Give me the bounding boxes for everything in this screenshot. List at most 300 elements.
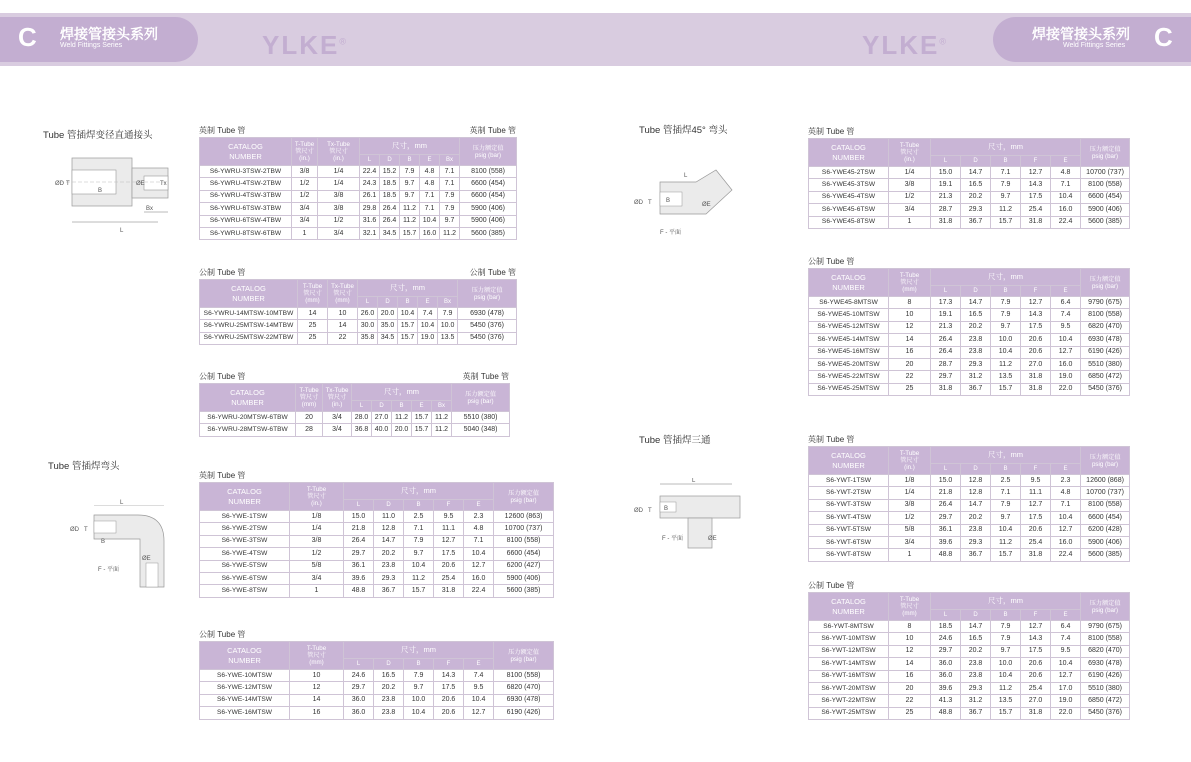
b-label: B	[101, 539, 106, 545]
table-cell: 16.5	[374, 670, 404, 682]
table-row	[200, 511, 554, 523]
table-row	[809, 179, 1130, 191]
flat-label: F - 平面	[98, 567, 119, 573]
table-cell: 26.4	[380, 203, 400, 215]
table-cell: 36.8	[352, 424, 372, 436]
table-cell: 16.0	[1051, 204, 1081, 216]
table-cell: 13.5	[991, 695, 1021, 707]
table-cell: 7.1	[420, 190, 440, 202]
table-cell: 1/2	[292, 190, 318, 202]
table-cell: 31.8	[1021, 216, 1051, 228]
table-cell: 27.0	[372, 412, 392, 424]
table-cell: 9.7	[991, 321, 1021, 333]
table-row	[809, 191, 1130, 203]
table-cell: 9.7	[404, 548, 434, 560]
table-cell: 8100 (558)	[494, 535, 554, 547]
table-cell: 10.4	[404, 707, 434, 719]
column-header: Tx-Tube 管尺寸 (in.)	[318, 138, 360, 166]
table-cell: 12.7	[1021, 621, 1051, 633]
column-header: 压力额定值 psig (bar)	[1081, 139, 1130, 167]
dimension-header: L	[931, 610, 961, 621]
table-cell: 6600 (454)	[1081, 512, 1130, 524]
table-cell: 6850 (472)	[1081, 695, 1130, 707]
dimension-header: D	[380, 155, 400, 166]
table-cell: S6-YWRU-3TSW-2TBW	[200, 166, 292, 178]
table-cell: S6-YWT-14MTSW	[809, 658, 889, 670]
spec-table-t6	[808, 138, 1130, 229]
table-cell: S6-YWE-10MTSW	[200, 670, 290, 682]
dimension-header: E	[464, 659, 494, 670]
column-header: T-Tube 管尺寸 (in.)	[889, 447, 931, 475]
od-label: ØD	[55, 181, 64, 187]
column-header: T-Tube 管尺寸 (in.)	[889, 139, 931, 167]
column-header: T-Tube 管尺寸 (mm)	[298, 280, 328, 308]
table-cell: 26.1	[360, 190, 380, 202]
table-cell: 3/8	[318, 203, 360, 215]
table-cell: 15.7	[991, 549, 1021, 561]
table-cell: 17.5	[1021, 512, 1051, 524]
table-cell: 36.0	[344, 707, 374, 719]
dimension-header: F	[434, 500, 464, 511]
elbow45-diagram	[632, 168, 742, 243]
table-cell: 5600 (385)	[1081, 549, 1130, 561]
table-cell: 31.8	[434, 585, 464, 597]
series-title-right: 焊接管接头系列	[1032, 26, 1130, 42]
table-cell: 35.0	[378, 320, 398, 332]
elbow-diagram	[68, 505, 178, 590]
table-cell: 25	[298, 320, 328, 332]
table-cell: 20.2	[374, 548, 404, 560]
table-cell: 6600 (454)	[460, 178, 517, 190]
table-cell: 7.9	[991, 499, 1021, 511]
table-cell: 5510 (380)	[452, 412, 510, 424]
table-cell: 11.2	[991, 682, 1021, 694]
table-cell: 7.9	[440, 203, 460, 215]
table-cell: 40.0	[372, 424, 392, 436]
series-title-left: 焊接管接头系列	[60, 26, 158, 42]
table-cell: S6-YWRU-28MTSW-6TBW	[200, 424, 296, 436]
table-cell: 10.4	[418, 320, 438, 332]
table-cell: 13.5	[991, 371, 1021, 383]
table-cell: 29.7	[344, 548, 374, 560]
table-row	[809, 358, 1130, 370]
dimension-header: Bx	[438, 297, 458, 308]
table-cell: 31.8	[1021, 371, 1051, 383]
table-row	[200, 670, 554, 682]
table-cell: 6930 (478)	[1081, 334, 1130, 346]
table-cell: 6200 (427)	[494, 560, 554, 572]
table-cell: 1/4	[889, 487, 931, 499]
table-cell: S6-YWE-16MTSW	[200, 707, 290, 719]
column-header: 尺寸，mm	[344, 483, 494, 500]
section-title-elbow45: Tube 管插焊45° 弯头	[639, 125, 728, 136]
elbow-l-label: L	[120, 500, 124, 506]
table-cell: 2.3	[464, 511, 494, 523]
table-row	[200, 215, 517, 227]
column-header: 尺寸，mm	[931, 269, 1081, 286]
table-cell: 4.8	[464, 523, 494, 535]
table-cell: 11.1	[434, 523, 464, 535]
table-cell: 9.5	[1051, 321, 1081, 333]
column-header: 压力额定值 psig (bar)	[494, 642, 554, 670]
dimension-header: D	[961, 610, 991, 621]
l-label: L	[684, 173, 688, 179]
table-cell: 11.2	[400, 215, 420, 227]
table-cell: S6-YWT-10MTSW	[809, 633, 889, 645]
table-row	[809, 371, 1130, 383]
table-cell: 25	[889, 707, 931, 719]
table-row	[200, 523, 554, 535]
table-cell: 10.4	[991, 346, 1021, 358]
table-cell: 17.3	[931, 297, 961, 309]
table-cell: 20.2	[961, 191, 991, 203]
table-cell: 23.8	[961, 670, 991, 682]
table-cell: 7.9	[404, 670, 434, 682]
dimension-header: B	[991, 464, 1021, 475]
table-cell: 14.3	[1021, 309, 1051, 321]
column-header: Tx-Tube 管尺寸 (mm)	[328, 280, 358, 308]
table-cell: 20.6	[1021, 670, 1051, 682]
table-cell: 16.0	[1051, 358, 1081, 370]
table-cell: S6-YWE-4TSW	[200, 548, 290, 560]
table-row	[809, 524, 1130, 536]
table-cell: S6-YWT-25MTSW	[809, 707, 889, 719]
table-cell: 20.2	[961, 321, 991, 333]
e-label: ØE	[136, 181, 145, 187]
table-cell: 1/2	[318, 215, 360, 227]
brand-logo-left: YLKE®	[262, 30, 348, 60]
column-header: CATALOG NUMBER	[200, 642, 290, 670]
table-cell: S6-YWE45-10MTSW	[809, 309, 889, 321]
table-cell: 4.8	[1051, 487, 1081, 499]
table-cell: 36.7	[961, 707, 991, 719]
table-cell: 14	[328, 320, 358, 332]
table-cell: 14	[290, 694, 344, 706]
flat-label: F - 平面	[662, 536, 683, 542]
table-cell: S6-YWE-3TSW	[200, 535, 290, 547]
table-cell: 11.2	[392, 412, 412, 424]
table-cell: S6-YWE-6TSW	[200, 572, 290, 584]
table-cell: S6-YWE45-16MTSW	[809, 346, 889, 358]
table-cell: 31.8	[1021, 707, 1051, 719]
dimension-header: E	[1051, 286, 1081, 297]
table-cell: 13.5	[438, 332, 458, 344]
table-cell: 3/4	[318, 227, 360, 239]
table-row	[200, 178, 517, 190]
table-cell: S6-YWT-20MTSW	[809, 682, 889, 694]
table-cell: S6-YWT-3TSW	[809, 499, 889, 511]
column-header: CATALOG NUMBER	[809, 593, 889, 621]
table-cell: 28.7	[931, 358, 961, 370]
table-cell: 19.1	[931, 309, 961, 321]
table-cell: 30.0	[358, 320, 378, 332]
table-cell: S6-YWT-4TSW	[809, 512, 889, 524]
table-cell: 7.1	[404, 523, 434, 535]
t-label: T	[84, 527, 88, 533]
table-row	[809, 499, 1130, 511]
column-header: 尺寸，mm	[931, 593, 1081, 610]
chapter-letter-right: C	[1154, 22, 1173, 52]
table-cell: 9.7	[991, 191, 1021, 203]
table-cell: 8100 (558)	[1081, 633, 1130, 645]
table-cell: 16.5	[961, 633, 991, 645]
spec-table-t9	[808, 592, 1130, 720]
table-cell: 12.7	[464, 707, 494, 719]
table-cell: 23.8	[961, 524, 991, 536]
table-cell: 26.4	[931, 499, 961, 511]
table-cell: 7.1	[1051, 499, 1081, 511]
table-cell: 17.5	[434, 548, 464, 560]
bx-label: Bx	[146, 206, 154, 212]
dimension-header: F	[1021, 464, 1051, 475]
table-cell: 1	[292, 227, 318, 239]
table-cell: 3/4	[323, 412, 352, 424]
table-cell: 4.8	[420, 166, 440, 178]
dimension-header: F	[1021, 156, 1051, 167]
table-cell: 24.6	[344, 670, 374, 682]
table-cell: 3/4	[292, 215, 318, 227]
table-cell: 14.7	[961, 499, 991, 511]
table-cell: 14.7	[961, 167, 991, 179]
table-cell: 6190 (426)	[1081, 346, 1130, 358]
table-cell: 12600 (868)	[1081, 475, 1130, 487]
table-cell: 6820 (470)	[1081, 321, 1130, 333]
table-cell: 36.1	[931, 524, 961, 536]
table-cell: 7.9	[991, 633, 1021, 645]
table-cell: 18.5	[380, 178, 400, 190]
table-row	[809, 334, 1130, 346]
table-cell: 12.7	[1051, 346, 1081, 358]
table-cell: 16.5	[961, 179, 991, 191]
table-cell: 2.3	[1051, 475, 1081, 487]
table-cell: S6-YWRU-6TSW-4TBW	[200, 215, 292, 227]
table-cell: 16.0	[464, 572, 494, 584]
table-cell: 5040 (348)	[452, 424, 510, 436]
table-cell: 5900 (406)	[494, 572, 554, 584]
b-label: B	[664, 506, 669, 512]
table-cell: 8100 (558)	[1081, 309, 1130, 321]
table-caption-left: 公制 Tube 管	[808, 581, 855, 590]
dimension-header: E	[464, 500, 494, 511]
table-cell: 8100 (558)	[1081, 499, 1130, 511]
table-cell: 6930 (478)	[1081, 658, 1130, 670]
table-cell: 5510 (380)	[1081, 358, 1130, 370]
table-cell: 3/4	[889, 204, 931, 216]
table-cell: 29.7	[931, 512, 961, 524]
table-cell: 23.8	[961, 658, 991, 670]
table-cell: 9.5	[434, 511, 464, 523]
table-row	[200, 694, 554, 706]
table-row	[809, 346, 1130, 358]
table-cell: 31.8	[1021, 383, 1051, 395]
dimension-header: D	[374, 659, 404, 670]
table-cell: 10.4	[464, 694, 494, 706]
column-header: 压力额定值 psig (bar)	[460, 138, 517, 166]
tee-diagram	[632, 478, 744, 553]
table-cell: 26.4	[380, 215, 400, 227]
table-cell: 20.6	[434, 707, 464, 719]
table-cell: S6-YWRU-8TSW-6TBW	[200, 227, 292, 239]
table-row	[200, 308, 517, 320]
dimension-header: L	[344, 659, 374, 670]
table-row	[200, 535, 554, 547]
dimension-header: E	[418, 297, 438, 308]
table-cell: S6-YWRU-4TSW-3TBW	[200, 190, 292, 202]
table-cell: S6-YWE-8TSW	[200, 585, 290, 597]
table-cell: S6-YWT-2TSW	[809, 487, 889, 499]
series-subtitle-right: Weld Fittings Series	[1063, 42, 1126, 49]
dimension-header: E	[412, 401, 432, 412]
table-cell: 36.0	[931, 658, 961, 670]
table-cell: 29.3	[961, 204, 991, 216]
table-cell: 6.4	[1051, 297, 1081, 309]
table-cell: 23.8	[374, 560, 404, 572]
table-cell: 10.4	[1051, 658, 1081, 670]
table-cell: 29.3	[961, 682, 991, 694]
table-cell: 6600 (454)	[494, 548, 554, 560]
table-cell: 2.5	[404, 511, 434, 523]
table-cell: 11.2	[400, 203, 420, 215]
table-cell: 36.0	[931, 670, 961, 682]
table-cell: 14.7	[961, 297, 991, 309]
table-cell: 17.0	[1051, 682, 1081, 694]
table-cell: 17.5	[1021, 191, 1051, 203]
table-row	[200, 332, 517, 344]
table-cell: 11.2	[991, 204, 1021, 216]
table-caption-left: 公制 Tube 管	[199, 372, 246, 381]
dimension-header: D	[378, 297, 398, 308]
dimension-header: L	[931, 156, 961, 167]
table-cell: 22	[889, 371, 931, 383]
dimension-header: D	[961, 464, 991, 475]
table-cell: 9.5	[1051, 645, 1081, 657]
table-cell: 5450 (376)	[458, 320, 517, 332]
table-cell: 10.4	[398, 308, 418, 320]
table-row	[200, 190, 517, 202]
table-caption-left: 英制 Tube 管	[199, 126, 246, 135]
table-cell: 20.6	[434, 694, 464, 706]
table-cell: 5900 (406)	[460, 215, 517, 227]
table-cell: 17.5	[1021, 645, 1051, 657]
t-label: T	[648, 508, 652, 514]
column-header: T-Tube 管尺寸 (in.)	[290, 483, 344, 511]
tx-label: Tx	[160, 181, 167, 187]
table-cell: 1/2	[889, 191, 931, 203]
table-cell: 19.0	[1051, 371, 1081, 383]
table-cell: 11.2	[991, 358, 1021, 370]
table-cell: 31.8	[1021, 549, 1051, 561]
table-cell: 4.8	[1051, 167, 1081, 179]
table-row	[200, 412, 510, 424]
table-cell: 4.8	[420, 178, 440, 190]
table-cell: 20.2	[961, 512, 991, 524]
column-header: CATALOG NUMBER	[809, 269, 889, 297]
table-cell: S6-YWRU-4TSW-2TBW	[200, 178, 292, 190]
table-row	[809, 670, 1130, 682]
column-header: 尺寸，mm	[358, 280, 458, 297]
table-row	[200, 682, 554, 694]
table-row	[200, 585, 554, 597]
column-header: 尺寸，mm	[931, 139, 1081, 156]
table-cell: S6-YWT-22MTSW	[809, 695, 889, 707]
table-cell: 7.1	[991, 487, 1021, 499]
table-cell: 41.3	[931, 695, 961, 707]
dimension-header: F	[1021, 286, 1051, 297]
table-cell: 21.3	[931, 191, 961, 203]
table-cell: 1/4	[318, 166, 360, 178]
dimension-header: E	[1051, 610, 1081, 621]
column-header: T-Tube 管尺寸 (in.)	[292, 138, 318, 166]
t-label: T	[648, 200, 652, 206]
chapter-letter-left: C	[18, 22, 37, 52]
table-cell: 14	[298, 308, 328, 320]
table-cell: 1/8	[290, 511, 344, 523]
table-cell: 11.2	[432, 424, 452, 436]
table-row	[809, 487, 1130, 499]
table-cell: 3/8	[318, 190, 360, 202]
column-header: 压力额定值 psig (bar)	[458, 280, 517, 308]
table-cell: 10	[889, 309, 931, 321]
table-cell: 8100 (558)	[1081, 179, 1130, 191]
column-header: Tx-Tube 管尺寸 (in.)	[323, 384, 352, 412]
table-cell: 10.4	[1051, 334, 1081, 346]
table-caption-left: 英制 Tube 管	[199, 471, 246, 480]
table-cell: 1/2	[290, 548, 344, 560]
section-title-tee: Tube 管插焊三通	[639, 435, 711, 446]
table-cell: 10.0	[404, 694, 434, 706]
table-cell: S6-YWE45-3TSW	[809, 179, 889, 191]
table-cell: 23.8	[374, 694, 404, 706]
table-cell: 1/4	[290, 523, 344, 535]
table-cell: 12	[889, 645, 931, 657]
table-cell: 5/8	[889, 524, 931, 536]
column-header: 压力额定值 psig (bar)	[1081, 269, 1130, 297]
table-cell: 23.8	[961, 346, 991, 358]
table-row	[809, 309, 1130, 321]
table-cell: S6-YWE45-6TSW	[809, 204, 889, 216]
table-cell: 15.7	[412, 424, 432, 436]
table-cell: 15.0	[931, 475, 961, 487]
table-cell: S6-YWT-12MTSW	[809, 645, 889, 657]
table-cell: 14.7	[374, 535, 404, 547]
table-cell: 28.7	[931, 204, 961, 216]
table-cell: 7.1	[991, 167, 1021, 179]
table-cell: 26.4	[931, 334, 961, 346]
table-row	[200, 166, 517, 178]
table-cell: 1/4	[318, 178, 360, 190]
table-cell: S6-YWRU-25MTSW-14MTBW	[200, 320, 298, 332]
table-cell: 39.6	[931, 536, 961, 548]
table-cell: 22.0	[1051, 383, 1081, 395]
table-cell: 36.7	[961, 216, 991, 228]
table-cell: 11.2	[404, 572, 434, 584]
table-cell: 17.5	[434, 682, 464, 694]
table-cell: 10	[290, 670, 344, 682]
table-cell: 31.8	[931, 383, 961, 395]
table-row	[200, 707, 554, 719]
table-caption-left: 英制 Tube 管	[808, 435, 855, 444]
dimension-header: B	[398, 297, 418, 308]
table-caption-left: 公制 Tube 管	[199, 630, 246, 639]
table-cell: 12.7	[464, 560, 494, 572]
table-cell: 39.6	[931, 682, 961, 694]
table-row	[200, 203, 517, 215]
table-cell: 20.2	[961, 645, 991, 657]
table-cell: 9.7	[991, 645, 1021, 657]
table-cell: 15.7	[412, 412, 432, 424]
dimension-header: B	[991, 286, 1021, 297]
table-cell: 6190 (426)	[494, 707, 554, 719]
